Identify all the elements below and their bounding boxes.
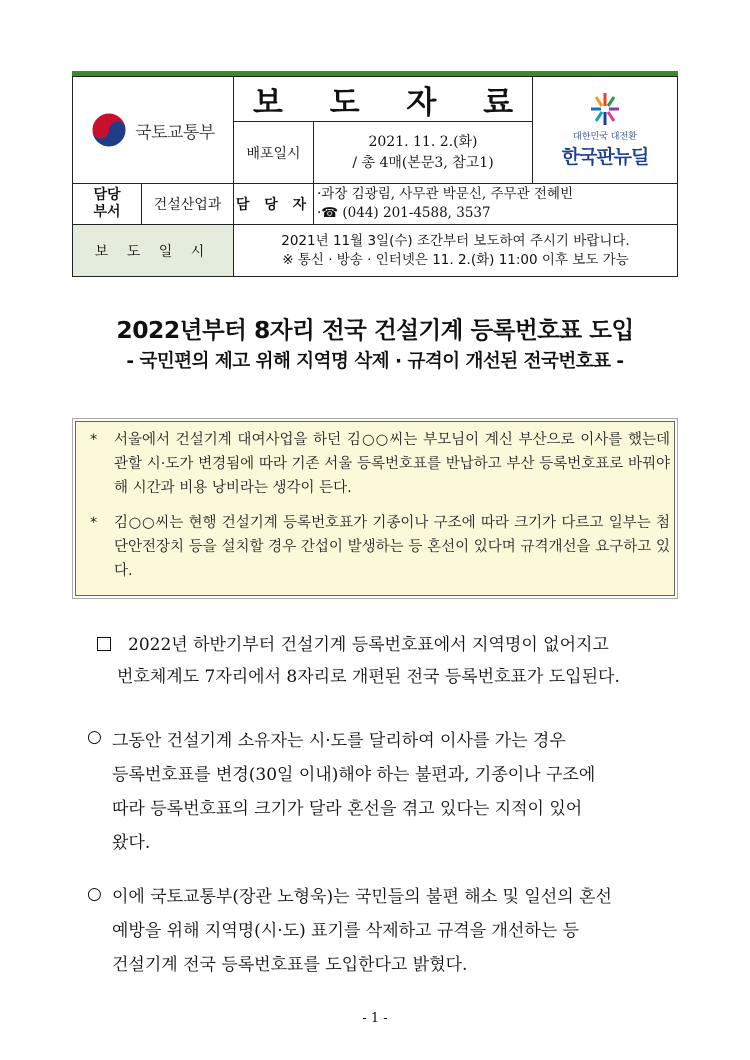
- header-table: [72, 76, 678, 277]
- department-label-line1: 담당: [93, 187, 121, 203]
- body-paragraph-1-line-1: 2022년 하반기부터 건설기계 등록번호표에서 지역명이 없어지고: [128, 635, 609, 655]
- department-value: 건설산업과: [153, 197, 222, 213]
- paragraph-line: 예방을 위해 지역명(시·도) 표기를 삭제하고 규격을 개선하는 등: [112, 921, 580, 941]
- brand-subtitle: 대한민국 대전환: [573, 132, 637, 142]
- paragraph-line: 따라 등록번호표의 크기가 달라 혼선을 겪고 있다는 지적이 있어: [112, 799, 583, 819]
- ministry-name: 국토교통부: [135, 122, 215, 143]
- release-line-2: ※ 통신 · 방송 · 인터넷은 11. 2.(화) 11:00 이후 보도 가능: [282, 251, 629, 268]
- title-text: 보 도 자 료: [252, 84, 532, 121]
- bullet-circle-icon: ○: [87, 884, 102, 904]
- new-deal-burst-icon: [583, 91, 627, 127]
- contact-phone: ·☎ (044) 201-4588, 3537: [317, 205, 491, 221]
- press-release-title: [234, 77, 532, 121]
- paragraph-line: 등록번호표를 변경(30일 이내)해야 하는 불편과, 기종이나 구조에: [112, 765, 596, 785]
- subheadline: - 국민편의 제고 위해 지역명 삭제 · 규격이 개선된 전국번호표 -: [126, 351, 624, 372]
- bullet-circle-icon: ○: [87, 727, 102, 747]
- summary-text-1: 서울에서 건설기계 대여사업을 하던 김○○씨는 부모님이 계신 부산으로 이사를 했는데 관할 시·도가 변경됨에 따라 기존 서울 등록번호표를 반납하고 부산 등록번호표로 바꿔야해 시간과 비용 낭비라는 생각이 든다.: [114, 432, 670, 496]
- paragraph-line: 이에 국토교통부(장관 노형욱)는 국민들의 불편 해소 및 일선의 혼선: [112, 887, 612, 907]
- paragraph-line: 그동안 건설기계 소유자는 시·도를 달리하여 이사를 가는 경우: [112, 731, 566, 751]
- summary-box: [75, 421, 675, 596]
- distribution-date: 2021. 11. 2.(화): [368, 133, 478, 150]
- page-number: - 1 -: [362, 1011, 388, 1026]
- body-paragraph-1-line-2: 번호체계도 7자리에서 8자리로 개편된 전국 등록번호표가 도입된다.: [117, 667, 620, 687]
- summary-text-2: 김○○씨는 현행 건설기계 등록번호표가 기종이나 구조에 따라 크기가 다르고 일부는 첨단안전장치 등을 설치할 경우 간섭이 발생하는 등 혼선이 있다며 규격개선을 요구하고 있다.: [114, 515, 670, 579]
- brand-name: 한국판뉴딜: [561, 146, 649, 168]
- distribution-value: [314, 122, 532, 183]
- paragraph-line: 왔다.: [112, 833, 151, 853]
- release-line-1: 2021년 11월 3일(수) 조간부터 보도하여 주시기 바랍니다.: [281, 232, 630, 249]
- summary-marker: *: [90, 432, 98, 448]
- paragraph-line: 건설기계 전국 등록번호표를 도입한다고 밝혔다.: [112, 955, 468, 975]
- ministry-logo: [73, 77, 233, 183]
- department-label-line2: 부서: [93, 204, 121, 220]
- contact-person-label: 담 당 자: [235, 197, 312, 213]
- release-date-label: 보 도 일 시: [73, 225, 233, 276]
- department-label: [73, 184, 141, 224]
- headline: 2022년부터 8자리 전국 건설기계 등록번호표 도입: [116, 316, 634, 344]
- contact-names: ·과장 김광림, 사무관 박문신, 주무관 전혜빈: [317, 186, 574, 202]
- distribution-label: 배포일시: [246, 145, 301, 162]
- body-paragraph-3: [112, 880, 682, 982]
- press-release-header: [72, 71, 678, 277]
- contact-person-value: [317, 184, 675, 224]
- summary-item: [90, 511, 670, 583]
- checkbox-square-icon: [97, 637, 111, 651]
- taegeuk-emblem-icon: [91, 112, 127, 148]
- body-paragraph-2: [112, 724, 682, 860]
- release-date-value: [234, 225, 677, 276]
- distribution-pages: / 총 4매(본문3, 참고1): [352, 154, 494, 171]
- summary-marker: *: [90, 515, 98, 531]
- korean-new-deal-logo: [533, 77, 677, 183]
- summary-item: [90, 428, 670, 500]
